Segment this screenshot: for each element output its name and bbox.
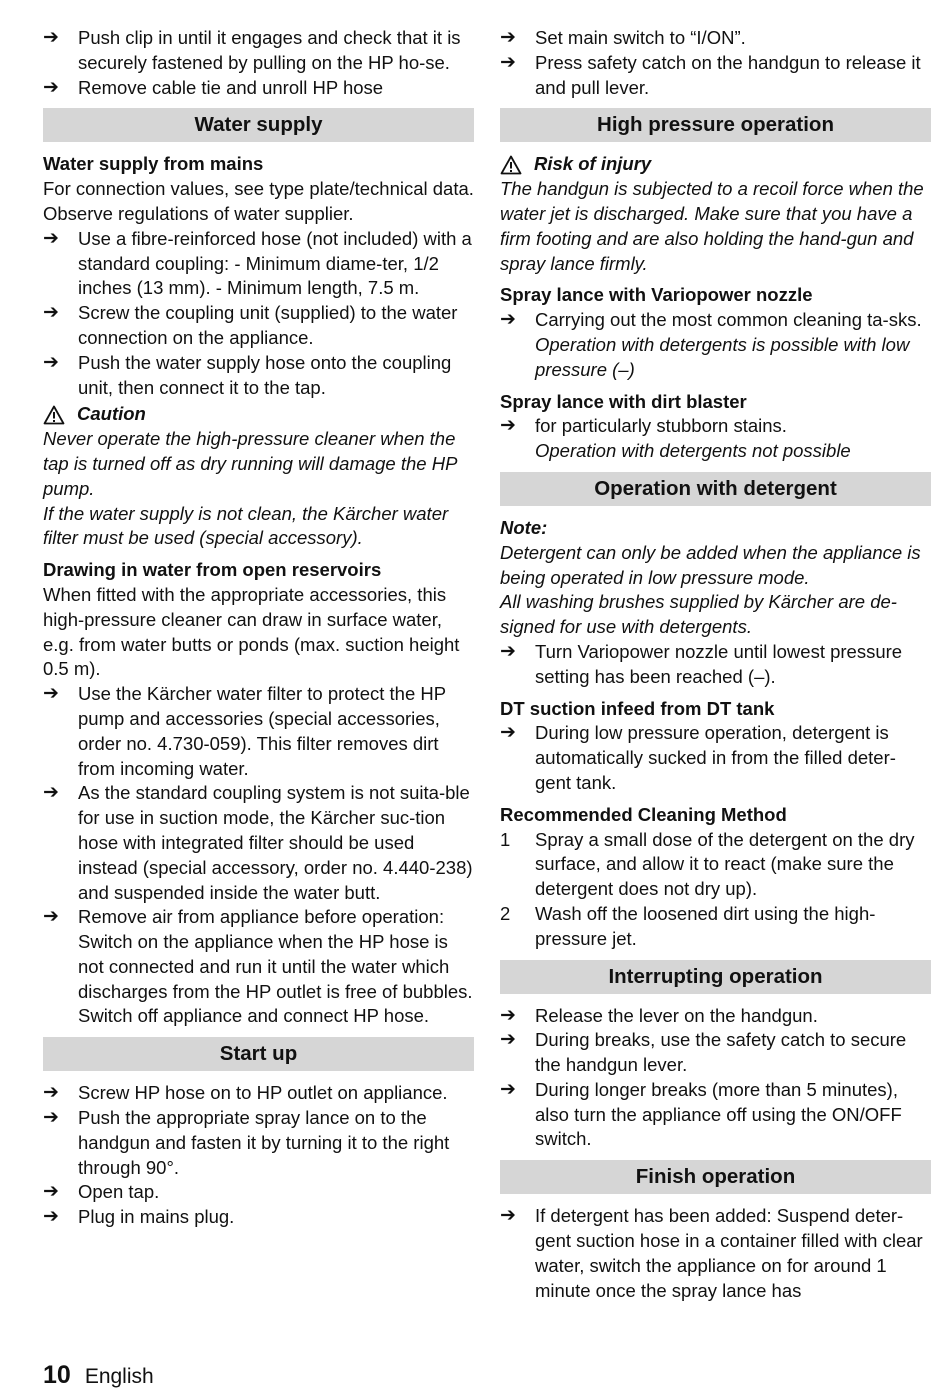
subheading-cleaning-method: Recommended Cleaning Method: [500, 803, 787, 825]
section-heading-interrupting: Interrupting operation: [500, 960, 931, 994]
list-item-text: Release the lever on the handgun.: [535, 1004, 818, 1026]
list-item-text: Press safety catch on the handgun to release it and pull lever.: [535, 51, 921, 98]
arrow-right-icon: ➔: [43, 683, 59, 705]
list-item-text: Carrying out the most common cleaning ta-sks.: [535, 309, 922, 331]
paragraph: When fitted with the appropriate accessories, this high-pressure cleaner can draw in surface water, e.g. from water butts or ponds (max. suction height 0.5 m).: [43, 583, 460, 680]
list-item-text: Push the water supply hose onto the coupling unit, then connect it to the tap.: [78, 351, 452, 398]
risk-heading: [500, 152, 931, 177]
subheading-dt-suction: DT suction infeed from DT tank: [500, 697, 775, 719]
arrow-right-icon: ➔: [500, 722, 516, 744]
list-item: [500, 51, 931, 101]
step-text: Spray a small dose of the detergent on the dry surface, and allow it to react (make sure the detergent does not dry up).: [535, 828, 915, 900]
caution-text: If the water supply is not clean, the Kärcher water filter must be used (special accessory).: [43, 502, 449, 549]
list-item-text: Use a fibre-reinforced hose (not included) with a standard coupling: - Minimum diame-ter, 1/2 inches (13 mm). - Minimum length, 7.5 m.: [78, 227, 472, 299]
page-footer: [43, 1363, 154, 1390]
list-item: [43, 26, 474, 76]
section-heading-start-up: Start up: [43, 1037, 474, 1071]
arrow-right-icon: ➔: [500, 640, 516, 662]
subheading-open-reservoirs: Drawing in water from open reservoirs: [43, 559, 382, 581]
list-item: [500, 1028, 931, 1078]
arrow-right-icon: ➔: [43, 27, 59, 48]
list-item: [500, 1004, 931, 1029]
list-note: [500, 439, 931, 464]
section-heading-water-supply: Water supply: [43, 108, 474, 142]
caution-heading: [43, 402, 474, 427]
subheading-water-supply-from-mains: Water supply from mains: [43, 153, 264, 175]
list-item: [500, 721, 931, 795]
list-item-text: Push the appropriate spray lance on to the handgun and fasten it by turning it to the right through 90°.: [78, 1107, 450, 1178]
list-item: [500, 308, 931, 333]
left-column: [43, 26, 474, 1230]
arrow-right-icon: ➔: [500, 415, 516, 437]
caution-text: Never operate the high-pressure cleaner when the tap is turned off as dry running will damage the HP pump.: [43, 428, 457, 499]
paragraph: Observe regulations of water supplier.: [43, 202, 354, 224]
arrow-right-icon: ➔: [43, 76, 59, 98]
list-item-text: Push clip in until it engages and check that it is securely fastened by pulling on the HP ho-se.: [78, 27, 461, 73]
list-item-text: During breaks, use the safety catch to secure the handgun lever.: [535, 1029, 907, 1076]
list-item: [43, 1106, 474, 1180]
step-number: 2: [500, 902, 511, 924]
list-item: [43, 351, 474, 401]
list-item: [500, 414, 931, 439]
list-item-text: Plug in mains plug.: [78, 1206, 235, 1228]
list-item: [43, 1205, 474, 1230]
list-item-text: As the standard coupling system is not suita-ble for use in suction mode, the Kärcher suc-tion hose with integrated filter should be used instead (special accessory, order no. 4.440-238) and suspended inside the water butt.: [78, 782, 473, 903]
page-number: 10: [43, 1361, 71, 1389]
warning-triangle-icon: [43, 405, 65, 425]
risk-label: Risk of injury: [534, 153, 652, 175]
note-text: All washing brushes supplied by Kärcher are de-signed for use with detergents.: [500, 591, 897, 638]
arrow-right-icon: ➔: [43, 906, 59, 928]
list-item: [43, 1081, 474, 1106]
arrow-right-icon: ➔: [500, 27, 516, 48]
arrow-right-icon: ➔: [43, 302, 59, 324]
list-item-text: Open tap.: [78, 1181, 160, 1203]
arrow-right-icon: ➔: [43, 351, 59, 373]
arrow-right-icon: ➔: [43, 1206, 59, 1228]
warning-triangle-icon: [500, 155, 522, 175]
note-text: Detergent can only be added when the appliance is being operated in low pressure mode.: [500, 541, 921, 588]
right-column: [500, 26, 931, 1303]
numbered-step: [500, 902, 931, 952]
list-item: [43, 905, 474, 1029]
list-item-text: Screw the coupling unit (supplied) to the water connection on the appliance.: [78, 302, 458, 348]
list-note-text: Operation with detergents is possible with low pressure (–): [535, 333, 910, 380]
arrow-right-icon: ➔: [500, 51, 516, 73]
list-item: [43, 1180, 474, 1205]
list-item: [500, 1078, 931, 1152]
list-item-text: Remove cable tie and unroll HP hose: [78, 76, 384, 98]
caution-label: Caution: [77, 403, 146, 425]
numbered-step: [500, 828, 931, 902]
section-heading-finish: Finish operation: [500, 1160, 931, 1194]
arrow-right-icon: ➔: [500, 1029, 516, 1051]
list-item: [43, 301, 474, 351]
list-item-text: for particularly stubborn stains.: [535, 415, 787, 437]
arrow-right-icon: ➔: [500, 1205, 516, 1227]
list-item: [500, 26, 931, 51]
paragraph: For connection values, see type plate/technical data.: [43, 178, 474, 200]
arrow-right-icon: ➔: [43, 1181, 59, 1203]
list-item: [500, 1204, 931, 1303]
arrow-right-icon: ➔: [500, 1078, 516, 1100]
list-note: [500, 333, 931, 383]
arrow-right-icon: ➔: [500, 309, 516, 331]
arrow-right-icon: ➔: [500, 1004, 516, 1026]
list-item-text: Screw HP hose on to HP outlet on appliance.: [78, 1082, 448, 1104]
subheading-variopower: Spray lance with Variopower nozzle: [500, 284, 813, 306]
step-text: Wash off the loosened dirt using the high-pressure jet.: [535, 902, 876, 949]
page-language: English: [84, 1365, 154, 1388]
note-label: Note:: [500, 516, 548, 538]
risk-text: The handgun is subjected to a recoil force when the water jet is discharged. Make sure that you have a firm footing and are also holding the hand-gun and spray lance firmly.: [500, 178, 924, 274]
list-item: [43, 781, 474, 905]
section-heading-detergent: Operation with detergent: [500, 472, 931, 506]
arrow-right-icon: ➔: [43, 782, 59, 804]
step-number: 1: [500, 828, 511, 850]
list-item-text: During longer breaks (more than 5 minutes), also turn the appliance off using the ON/OFF switch.: [535, 1078, 902, 1150]
arrow-right-icon: ➔: [43, 1082, 59, 1104]
subheading-dirt-blaster: Spray lance with dirt blaster: [500, 390, 747, 412]
list-note-text: Operation with detergents not possible: [535, 440, 851, 462]
section-heading-high-pressure: High pressure operation: [500, 108, 931, 142]
arrow-right-icon: ➔: [43, 1107, 59, 1129]
list-item-text: If detergent has been added: Suspend deter-gent suction hose in a container filled with clear water, switch the appliance on for around 1 minute once the spray lance has: [535, 1205, 923, 1301]
list-item: [43, 682, 474, 781]
list-item: [43, 227, 474, 301]
arrow-right-icon: ➔: [43, 227, 59, 249]
list-item-text: Use the Kärcher water filter to protect the HP pump and accessories (special accessories, order no. 4.730-059). This filter removes dirt from incoming water.: [78, 683, 446, 779]
list-item-text: Turn Variopower nozzle until lowest pressure setting has been reached (–).: [535, 640, 903, 687]
list-item-text: During low pressure operation, detergent is automatically sucked in from the filled deter-gent tank.: [535, 722, 896, 793]
list-item: [43, 76, 474, 101]
list-item-text: Remove air from appliance before operation: Switch on the appliance when the HP hose is not connected and run it until the water which discharges from the HP outlet is free of bubbles. Switch off appliance and connect HP hose.: [78, 906, 473, 1027]
list-item-text: Set main switch to “I/ON”.: [535, 27, 746, 48]
list-item: [500, 640, 931, 690]
